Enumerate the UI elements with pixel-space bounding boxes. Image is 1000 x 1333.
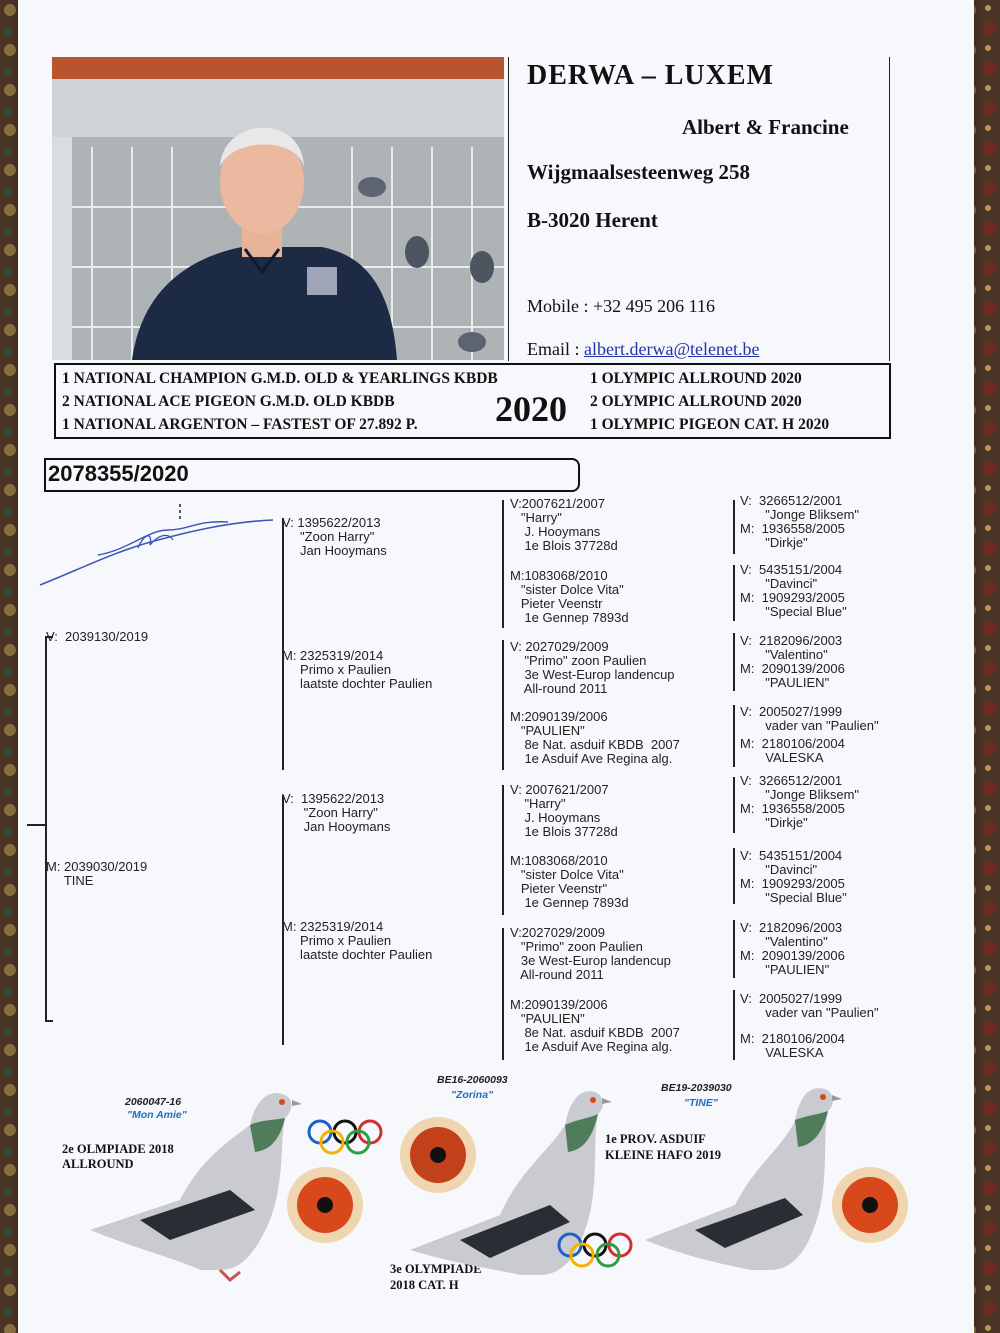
achievement-right-1: 1 OLYMPIC ALLROUND 2020	[590, 370, 802, 387]
email-link[interactable]: albert.derwa@telenet.be	[584, 339, 760, 359]
pigeon-name: "TINE"	[684, 1097, 718, 1109]
achievement-right-2: 2 OLYMPIC ALLROUND 2020	[590, 393, 802, 410]
g3-ancestor: V: 2182096/2003 "Valentino"	[740, 633, 843, 662]
tick	[27, 824, 45, 826]
grandparent: V: 1395622/2013 "Zoon Harry" Jan Hooymans	[282, 791, 391, 834]
achievement-year: 2020	[495, 389, 567, 429]
sire: V: 2039130/2019	[46, 629, 149, 644]
pigeon-ring: 2060047-16	[125, 1096, 182, 1108]
pigeon-caption: 2e OLMPIADE 2018	[62, 1142, 174, 1156]
g3-ancestor: M: 1936558/2005 "Dirkje"	[740, 521, 845, 550]
great-grandparent: V:2027029/2009 "Primo" zoon Paulien 3e West-Europ landencup All-round 2011	[510, 925, 671, 982]
email-label: Email :	[527, 339, 580, 359]
g3-ancestor: V: 3266512/2001 "Jonge Bliksem"	[740, 493, 860, 522]
bracket-parents	[45, 636, 47, 1022]
great-grandparent: V:2007621/2007 "Harry" J. Hooymans 1e Blois 37728d	[510, 496, 618, 553]
g3-ancestor: V: 2005027/1999 vader van "Paulien"	[740, 991, 879, 1020]
g3-ancestor: M: 2090139/2006 "PAULIEN"	[740, 948, 845, 977]
bracket-ggp-4	[502, 928, 504, 1060]
g3-ancestor: M: 2090139/2006 "PAULIEN"	[740, 661, 845, 690]
bracket-g3-2	[733, 565, 735, 621]
g3-ancestor: V: 2005027/1999 vader van "Paulien"	[740, 704, 879, 733]
bracket-g3-7	[733, 920, 735, 978]
g3-ancestor: M: 1909293/2005 "Special Blue"	[740, 876, 847, 905]
achievement-left-1: 1 NATIONAL CHAMPION G.M.D. OLD & YEARLINGS KBDB	[62, 370, 498, 387]
bracket-g3-8	[733, 990, 735, 1060]
signature	[38, 500, 278, 590]
g3-ancestor: M: 1909293/2005 "Special Blue"	[740, 590, 847, 619]
achievement-right-3: 1 OLYMPIC PIGEON CAT. H 2020	[590, 416, 830, 433]
bracket-ggp-2	[502, 640, 504, 770]
great-grandparent: M:1083068/2010 "sister Dolce Vita" Pieter Veenstr 1e Gennep 7893d	[510, 568, 629, 625]
grandparent: M: 2325319/2014 Primo x Paulien laatste dochter Paulien	[282, 648, 433, 691]
pigeon-name: "Mon Amie"	[127, 1109, 187, 1121]
ring-number: 2078355/2020	[48, 461, 189, 486]
olympic-rings-icon	[309, 1121, 381, 1153]
achievement-left-2: 2 NATIONAL ACE PIGEON G.M.D. OLD KBDB	[62, 393, 395, 410]
email-line	[527, 339, 759, 360]
breeder-photo	[52, 57, 504, 360]
bracket-g3-5	[733, 777, 735, 833]
great-grandparent: V: 2027029/2009 "Primo" zoon Paulien 3e West-Europ landencup All-round 2011	[510, 639, 675, 696]
mobile-number: Mobile : +32 495 206 116	[527, 296, 715, 316]
eye-image	[287, 1167, 363, 1243]
pigeon-ring: BE19-2039030	[661, 1082, 732, 1094]
g3-ancestor: V: 5435151/2004 "Davinci"	[740, 848, 843, 877]
great-grandparent: M:2090139/2006 "PAULIEN" 8e Nat. asduif KBDB 2007 1e Asduif Ave Regina alg.	[510, 709, 680, 766]
bracket-g3-3	[733, 633, 735, 691]
g3-ancestor: V: 5435151/2004 "Davinci"	[740, 562, 843, 591]
bracket-ggp-3	[502, 785, 504, 915]
great-grandparent: M:1083068/2010 "sister Dolce Vita" Pieter Veenstr" 1e Gennep 7893d	[510, 853, 629, 910]
bracket-g3-4	[733, 705, 735, 767]
achievement-left-3: 1 NATIONAL ARGENTON – FASTEST OF 27.892 P.	[62, 416, 418, 433]
pigeon-caption: KLEINE HAFO 2019	[605, 1148, 721, 1162]
pigeon-illustration	[90, 1093, 302, 1280]
pigeon-ring: BE16-2060093	[437, 1074, 508, 1086]
bracket-g3-1	[733, 500, 735, 554]
g3-ancestor: V: 2182096/2003 "Valentino"	[740, 920, 843, 949]
pigeon-gallery	[80, 1080, 910, 1290]
address-street: Wijgmaalsesteenweg 258	[527, 160, 750, 184]
pigeon-caption: 2018 CAT. H	[390, 1278, 459, 1292]
pigeon-caption: 3e OLYMPIADE	[390, 1262, 482, 1276]
bracket-g3-6	[733, 848, 735, 904]
grandparent: V: 1395622/2013 "Zoon Harry" Jan Hooymans	[282, 515, 387, 558]
dam: M: 2039030/2019 TINE	[46, 859, 148, 888]
pigeon-illustration	[645, 1088, 842, 1270]
great-grandparent: M:2090139/2006 "PAULIEN" 8e Nat. asduif KBDB 2007 1e Asduif Ave Regina alg.	[510, 997, 680, 1054]
eye-image	[832, 1167, 908, 1243]
g3-ancestor: M: 1936558/2005 "Dirkje"	[740, 801, 845, 830]
address-city: B-3020 Herent	[527, 208, 658, 232]
breeder-name: DERWA – LUXEM	[527, 60, 774, 91]
pigeon-caption: 1e PROV. ASDUIF	[605, 1132, 706, 1146]
tick	[45, 1020, 53, 1022]
grandparent: M: 2325319/2014 Primo x Paulien laatste dochter Paulien	[282, 919, 433, 962]
pigeon-caption: ALLROUND	[62, 1157, 134, 1171]
great-grandparent: V: 2007621/2007 "Harry" J. Hooymans 1e Blois 37728d	[510, 782, 618, 839]
g3-ancestor: M: 2180106/2004 VALESKA	[740, 736, 845, 765]
g3-ancestor: M: 2180106/2004 VALESKA	[740, 1031, 845, 1060]
g3-ancestor: V: 3266512/2001 "Jonge Bliksem"	[740, 773, 860, 802]
bracket-ggp-1	[502, 500, 504, 628]
eye-image	[400, 1117, 476, 1193]
breeder-first-names: Albert & Francine	[682, 115, 849, 139]
pigeon-name: "Zorina"	[451, 1089, 494, 1101]
